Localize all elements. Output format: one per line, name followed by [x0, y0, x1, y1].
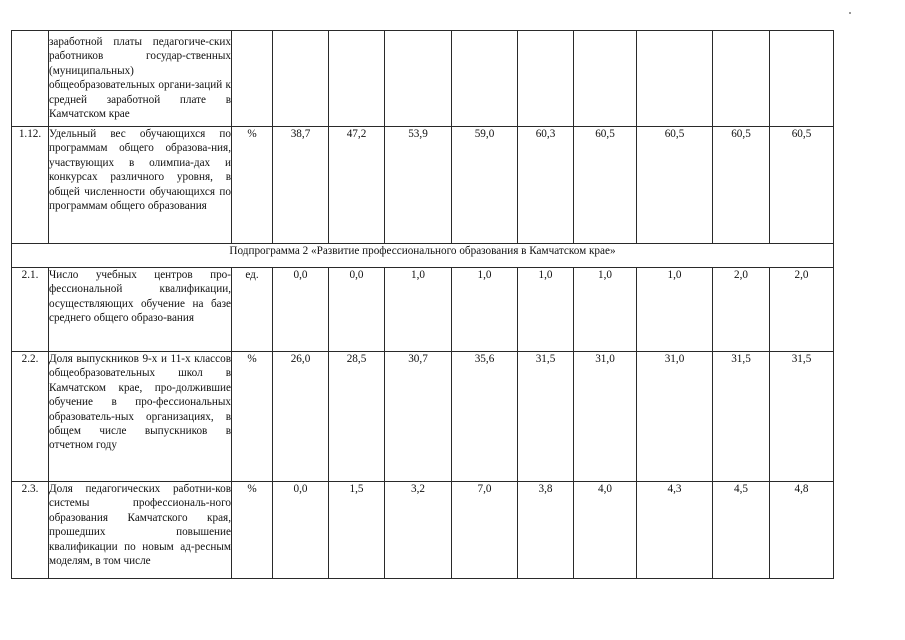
- row-unit: ед.: [232, 268, 273, 352]
- row-value: 2,0: [713, 268, 770, 352]
- subprogram-header-row: [12, 244, 834, 268]
- table-row-continuation: [12, 31, 834, 127]
- row-number: 2.2.: [12, 352, 49, 482]
- row-value: 47,2: [329, 127, 385, 244]
- value-cell: [452, 31, 518, 127]
- row-value: 1,0: [452, 268, 518, 352]
- row-unit: %: [232, 482, 273, 579]
- table-row: [12, 127, 834, 244]
- table-row: [12, 482, 834, 579]
- row-value: 4,5: [713, 482, 770, 579]
- row-value: 53,9: [385, 127, 452, 244]
- row-value: 59,0: [452, 127, 518, 244]
- row-value: 1,0: [574, 268, 637, 352]
- row-value: 60,5: [770, 127, 834, 244]
- row-value: 31,0: [637, 352, 713, 482]
- row-value: 30,7: [385, 352, 452, 482]
- row-value: 31,5: [713, 352, 770, 482]
- row-value: 60,5: [637, 127, 713, 244]
- row-value: 31,5: [518, 352, 574, 482]
- row-number: 2.1.: [12, 268, 49, 352]
- value-cell: [518, 31, 574, 127]
- row-value: 0,0: [273, 482, 329, 579]
- row-number: 2.3.: [12, 482, 49, 579]
- scan-speck: [849, 12, 851, 14]
- value-cell: [574, 31, 637, 127]
- unit-cell: [232, 31, 273, 127]
- row-number: 1.12.: [12, 127, 49, 244]
- row-value: 1,5: [329, 482, 385, 579]
- row-value: 26,0: [273, 352, 329, 482]
- subprogram-title: Подпрограмма 2 «Развитие профессионального образования в Камчатском крае»: [12, 244, 834, 268]
- row-value: 7,0: [452, 482, 518, 579]
- value-cell: [385, 31, 452, 127]
- row-description: заработной платы педагогиче-ских работников государ-ственных (муниципальных) общеобразовательных органи-заций к средней заработной плате в Камчатском крае: [49, 31, 232, 127]
- value-cell: [273, 31, 329, 127]
- value-cell: [770, 31, 834, 127]
- indicators-table: [11, 30, 834, 579]
- table-row: [12, 268, 834, 352]
- row-value: 3,8: [518, 482, 574, 579]
- row-value: 31,0: [574, 352, 637, 482]
- row-description: Число учебных центров про-фессиональной квалификации, осуществляющих обучение на базе среднего общего образо-вания: [49, 268, 232, 352]
- row-value: 60,3: [518, 127, 574, 244]
- row-value: 60,5: [574, 127, 637, 244]
- table-row: [12, 352, 834, 482]
- row-value: 35,6: [452, 352, 518, 482]
- row-value: 2,0: [770, 268, 834, 352]
- row-value: 60,5: [713, 127, 770, 244]
- row-value: 3,2: [385, 482, 452, 579]
- value-cell: [637, 31, 713, 127]
- row-description: Удельный вес обучающихся по программам общего образова-ния, участвующих в олимпиа-дах и конкурсах различного уровня, в общей численности обучающихся по программам общего образования: [49, 127, 232, 244]
- value-cell: [329, 31, 385, 127]
- row-value: 4,0: [574, 482, 637, 579]
- row-number-cell: [12, 31, 49, 127]
- value-cell: [713, 31, 770, 127]
- row-value: 4,8: [770, 482, 834, 579]
- row-unit: %: [232, 352, 273, 482]
- row-value: 28,5: [329, 352, 385, 482]
- row-unit: %: [232, 127, 273, 244]
- row-value: 0,0: [273, 268, 329, 352]
- row-value: 1,0: [637, 268, 713, 352]
- row-value: 0,0: [329, 268, 385, 352]
- row-value: 1,0: [385, 268, 452, 352]
- row-value: 4,3: [637, 482, 713, 579]
- row-value: 38,7: [273, 127, 329, 244]
- row-value: 1,0: [518, 268, 574, 352]
- row-description: Доля выпускников 9-х и 11-х классов общеобразовательных школ в Камчатском крае, про-должившие обучение в про-фессиональных образователь-ных организациях, в общем числе выпускников в отчетном году: [49, 352, 232, 482]
- row-value: 31,5: [770, 352, 834, 482]
- row-description: Доля педагогических работни-ков системы профессиональ-ного образования Камчатского края, прошедших повышение квалификации по новым ад-ресным моделям, в том числе: [49, 482, 232, 579]
